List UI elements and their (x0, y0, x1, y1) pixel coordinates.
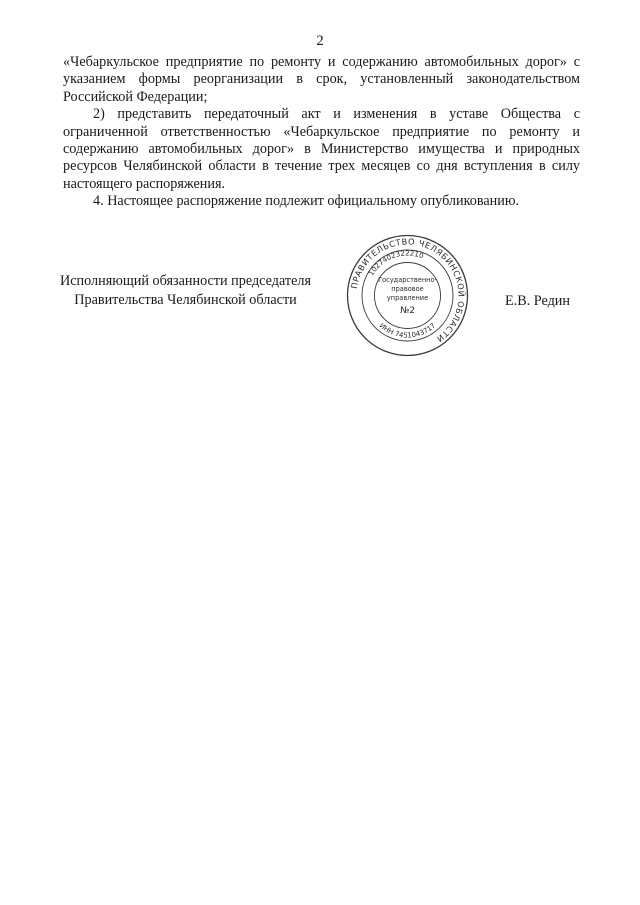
stamp-inner-code: 1027402322210 (367, 249, 425, 278)
paragraph-continuation: «Чебаркульское предприятие по ремонту и содержанию автомобильных дорог» с указанием формы реорганизации в срок, установленный законодательством Российской Федерации; (63, 54, 580, 105)
stamp-ring-text: ПРАВИТЕЛЬСТВО ЧЕЛЯБИНСКОЙ ОБЛАСТИ (348, 236, 467, 345)
stamp-center-line4: №2 (399, 306, 416, 316)
stamp-center-line3: управление (386, 294, 429, 302)
signer-position-line2: Правительства Челябинской области (74, 292, 297, 308)
body-text (63, 54, 580, 211)
stamp-center-line1: Государственно- (378, 276, 437, 284)
signer-name: Е.В. Редин (505, 293, 570, 309)
paragraph-item-4: 4. Настоящее распоряжение подлежит официальному опубликованию. (93, 193, 520, 210)
stamp-bottom-code: ИНН 7451043717 (377, 321, 438, 340)
signature-block (60, 272, 311, 310)
stamp-center-line2: правовое (391, 285, 424, 293)
page-number: 2 (316, 33, 324, 49)
paragraph-item-2: 2) представить передаточный акт и изменения в уставе Общества с ограниченной ответственностью «Чебаркульское предприятие по ремонту и содержанию автомобильных дорог» в Министерство имущества и природных ресурсов Челябинской области в течение трех месяцев со дня вступления в силу настоящего распоряжения. (63, 106, 580, 192)
official-stamp (345, 233, 470, 358)
signer-position-line1: Исполняющий обязанности председателя (60, 273, 311, 289)
